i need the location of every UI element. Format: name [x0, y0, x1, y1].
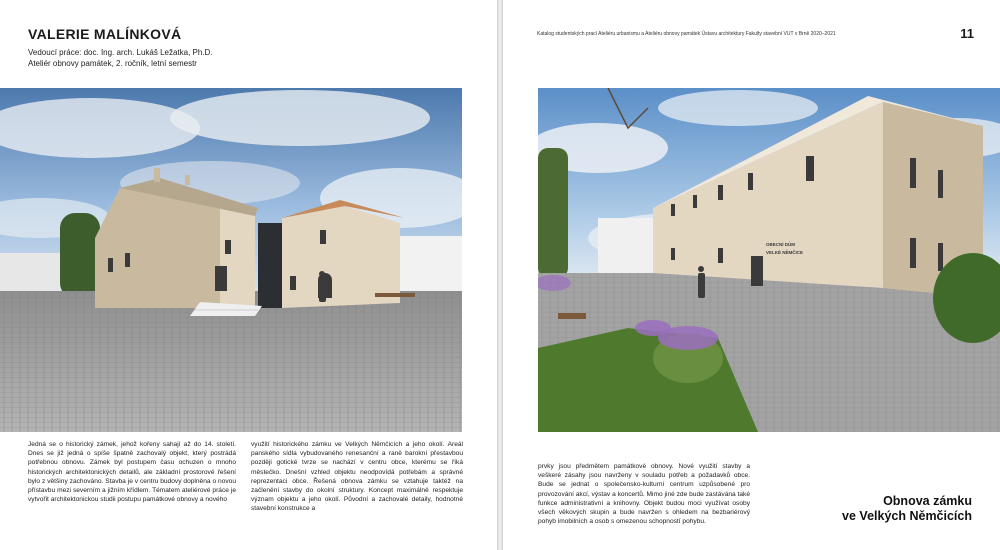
- body-text-col1: Jedná se o historický zámek, jehož kořeny sahají až do 14. století. Dnes se již jedná o spíše špatně zachovalý objekt, který postrádá potřebnou obnovu. Zámek byl postupem času ochuzen o mnoho historických architektonických detailů, ale základní prostorové řešení bylo z většiny zachováno. Stavba je v centru budovy doplněna o novou přístavbu mezi severním a jižním křídlem. Tématem ateliérové práce je vytvořit architektonickou studii postupu památkové obnovy a nového: [28, 441, 236, 504]
- left-page: [0, 0, 497, 550]
- author-name: VALERIE MALÍNKOVÁ: [28, 26, 182, 42]
- body-text-col2: využití historického zámku ve Velkých Němčicích a jeho okolí. Areál panského sídla vybudovaného renesanční a raně barokní přestavbou později gotické tvrze se nachází v centru obce, kterému se říká městečko. Dnešní vzhled objektu neodpovídá potřebám a správné reprezentaci obce. Řešená obnova zámku se vztahuje taktéž na začlenění stavby do okolní struktury. Koncept maximálně respektuje význam objektu a jeho okolí. Původní a zachovalé detaily, hodnotné stavební konstrukce a: [251, 441, 463, 513]
- castle-render-left: [0, 88, 462, 432]
- building-sign-line2: VELKÉ NĚMČICE: [766, 250, 804, 255]
- supervisor-line: Vedoucí práce: doc. Ing. arch. Lukáš Ležatka, Ph.D.: [28, 48, 213, 57]
- project-title-line1: Obnova zámku: [883, 494, 972, 508]
- project-title: [842, 494, 972, 524]
- page-number: 11: [960, 26, 974, 41]
- body-text-col3: prvky jsou předmětem památkové obnovy. Nové využití stavby a veškeré zásahy jsou navrženy v souladu potřeb a požadavků obce. Bude se jednat o společensko-kulturní centrum uzpůsobené pro provozování akcí, výstav a koncertů. Mimo jiné zde bude zastávána také funkce administrativní a knihovny. Objekt budou moci využívat osoby všech věkových skupin a bude navržen s ohledem na bezbariérový pohyb imobilních a osob s omezenou schopností pohybu.: [538, 463, 750, 526]
- castle-render-right: [538, 88, 1000, 432]
- building-sign-line1: OBECNÍ DŮM: [766, 242, 795, 247]
- studio-line: Ateliér obnovy památek, 2. ročník, letní semestr: [28, 59, 197, 68]
- project-title-line2: ve Velkých Němčicích: [842, 509, 972, 523]
- right-page: [503, 0, 1000, 550]
- catalog-header: Katalog studentských prací Ateliéru urbanismu a Ateliéru obnovy památek Ústavu architektury Fakulty stavební VUT v Brně 2020–2021: [537, 31, 836, 37]
